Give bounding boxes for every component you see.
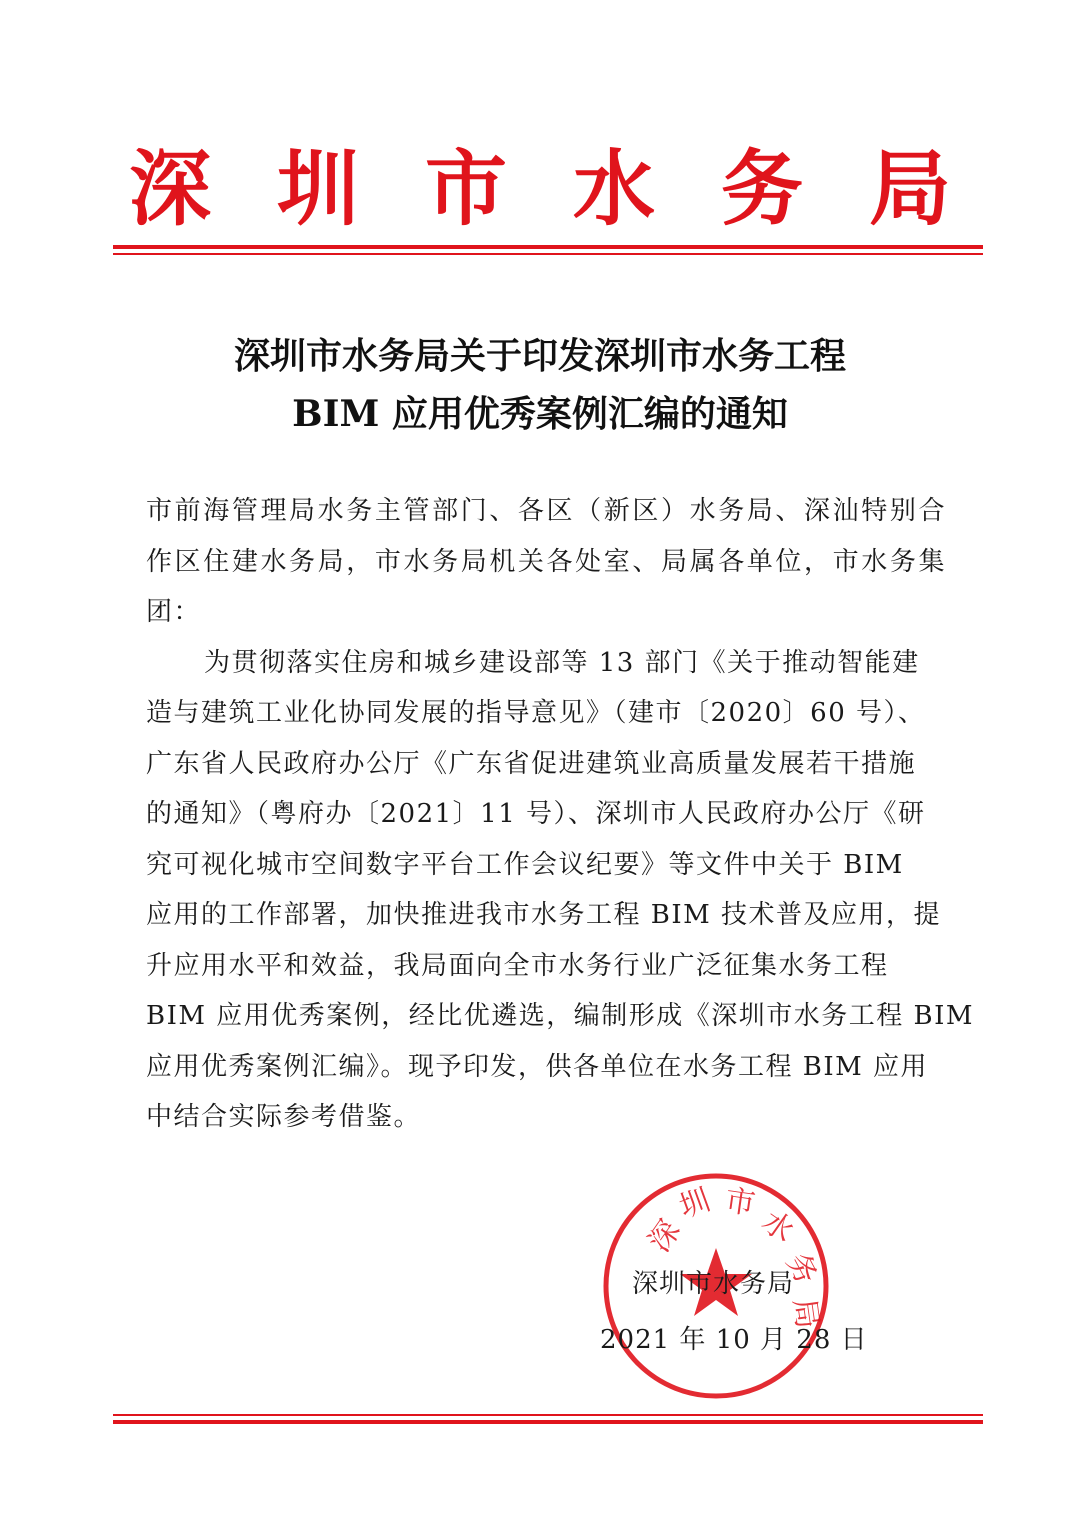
signature-date: 2021 年 10 月 28 日 — [600, 1325, 868, 1355]
recipients-line: 市 前 海 管 理 局 水 务 主 管 部 门 、 各 区 （ 新 区 ） 水 务 局 、 深 汕 特 别 合 — [146, 496, 946, 526]
seal-char: 务 — [778, 1247, 824, 1291]
body-line: 广东省人民政府办公厅《广东省促进建筑业高质量发展若干措施 — [146, 748, 917, 779]
seal-char: 局 — [786, 1296, 825, 1331]
document-title — [0, 327, 1080, 443]
body-line: 应用优秀案例汇编》。现予印发，供各单位在水务工程 BIM 应用 — [146, 1051, 929, 1082]
document-body — [146, 486, 975, 1143]
masthead-issuer: 深圳市水务局 — [128, 142, 1017, 237]
footer-rule-thin — [113, 1414, 983, 1416]
body-line: 为贯彻落实住房和城乡建设部等 13 部门《关于推动智能建 — [204, 647, 920, 678]
recipients-line: 作 区 住 建 水 务 局 ， 市 水 务 局 机 关 各 处 室 、 局 属 各 单 位 ， 市 水 务 集 — [146, 546, 946, 577]
body-line: 究可视化城市空间数字平台工作会议纪要》等文件中关于 BIM — [146, 849, 904, 880]
signature-org: 深圳市水务局 — [632, 1269, 795, 1299]
body-line: 升应用水平和效益，我局面向全市水务行业广泛征集水务工程 — [146, 950, 889, 981]
title-line-2: BIM 应用优秀案例汇编的通知 — [292, 393, 788, 435]
signature-block — [600, 1256, 868, 1368]
seal-char: 深 — [641, 1213, 688, 1259]
body-line: BIM 应用优秀案例，经比优遴选，编制形成《深圳市水务工程 BIM — [146, 1001, 975, 1031]
body-line: 应用的工作部署，加快推进我市水务工程 BIM 技术普及应用，提 — [146, 900, 942, 930]
recipients-line: 团： — [146, 597, 202, 627]
masthead-rule-thin — [113, 253, 983, 255]
seal-char: 市 — [722, 1183, 758, 1223]
body-line: 的通知》（粤府办〔2021〕11 号）、深圳市人民政府办公厅《研 — [146, 799, 926, 829]
title-line-1: 深圳市水务局关于印发深圳市水务工程 — [233, 335, 846, 377]
seal-char: 水 — [755, 1203, 801, 1250]
seal-char: 圳 — [674, 1182, 715, 1226]
footer-rule-thick — [113, 1420, 983, 1424]
body-line: 中结合实际参考借鉴。 — [146, 1102, 422, 1132]
body-line: 造与建筑工业化协同发展的指导意见》（建市〔2020〕60 号）、 — [146, 698, 926, 728]
masthead-rule-thick — [113, 245, 983, 249]
